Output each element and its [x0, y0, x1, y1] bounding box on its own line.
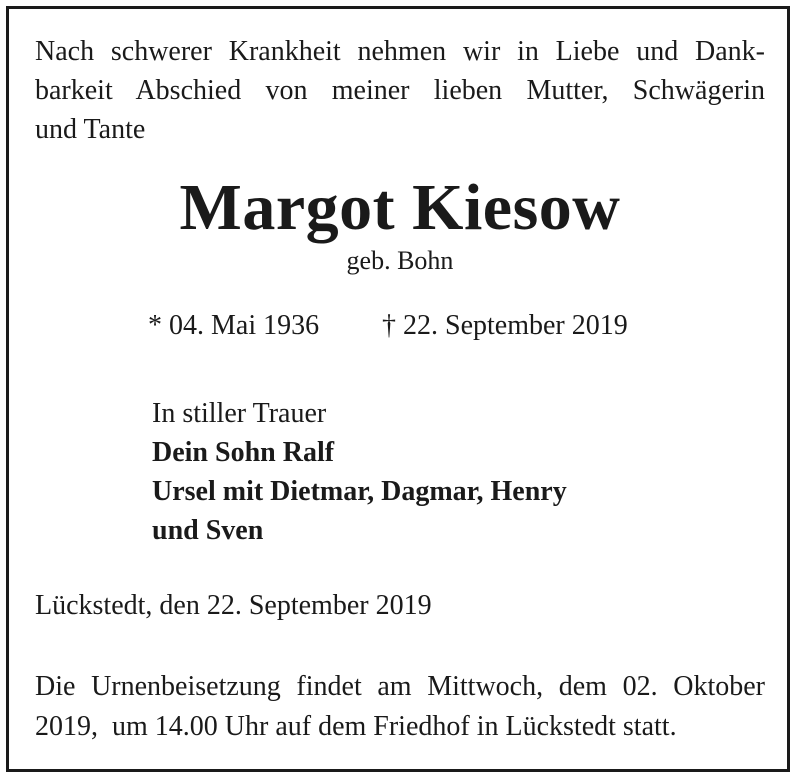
mourners-heading: In stiller Trauer: [152, 398, 327, 429]
mourner-line-3: und Sven: [152, 515, 264, 546]
burial-notice: [35, 667, 765, 747]
intro-text: [35, 32, 765, 149]
intro-line-2: barkeit Abschied von meiner lieben Mutter, Schwägerin: [35, 75, 765, 106]
intro-line-3: und Tante: [35, 114, 146, 145]
death-date: † 22. September 2019: [382, 310, 628, 341]
place-and-date: Lückstedt, den 22. September 2019: [35, 590, 432, 621]
burial-line-2: 2019, um 14.00 Uhr auf dem Friedhof in Lückstedt statt.: [35, 711, 677, 742]
birth-date: * 04. Mai 1936: [148, 310, 320, 341]
maiden-name: geb. Bohn: [346, 246, 454, 275]
mourner-line-1: Dein Sohn Ralf: [152, 437, 335, 468]
deceased-name: Margot Kiesow: [179, 171, 621, 244]
burial-line-1: Die Urnenbeisetzung findet am Mittwoch, dem 02. Oktober: [35, 671, 765, 702]
intro-line-1: Nach schwerer Krankheit nehmen wir in Liebe und Dank-: [35, 36, 765, 67]
mourners-block: [152, 394, 567, 550]
mourner-line-2: Ursel mit Dietmar, Dagmar, Henry: [152, 476, 567, 507]
